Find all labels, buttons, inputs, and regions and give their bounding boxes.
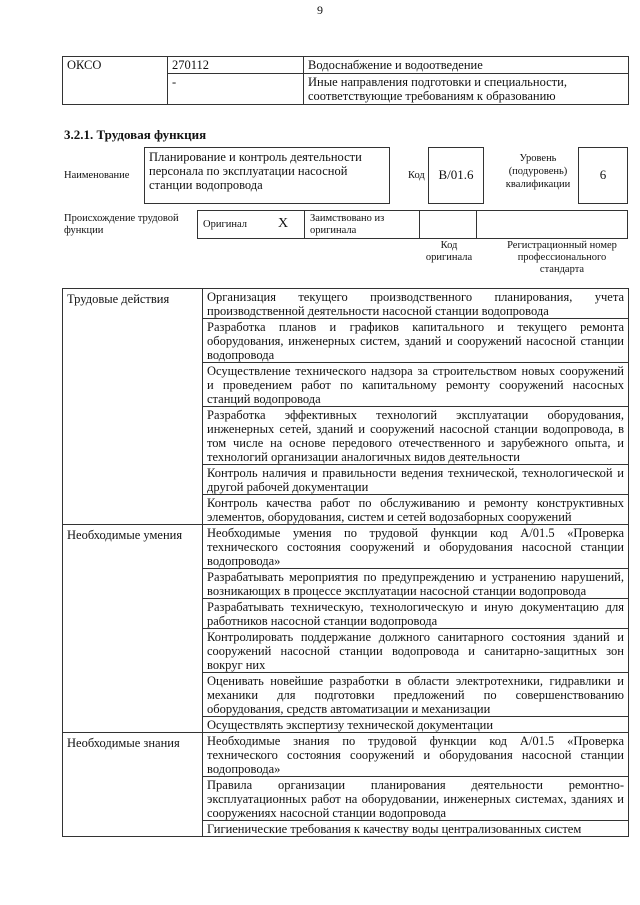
table-cell: Контроль качества работ по обслуживанию и ремонту конструктивных элементов, оборудования, систем и сетей водозаборных сооружений: [203, 495, 629, 525]
table-cell: Необходимые умения по трудовой функции код А/01.5 «Проверка технического состояния сооружений и оборудования насосной станции водопровода»: [203, 525, 629, 569]
table-cell: Оценивать новейшие разработки в области электротехники, гидравлики и механики для подготовки предложений по совершенствованию оборудования, средств автоматизации и механизации: [203, 673, 629, 717]
table-row: [63, 289, 629, 319]
table-cell: Контроль наличия и правильности ведения технической, технологической и другой рабочей документации: [203, 465, 629, 495]
okso-code: 270112: [168, 57, 304, 74]
code-label: Код: [408, 170, 425, 181]
borrowed-cell: [304, 210, 420, 239]
original-mark: X: [278, 216, 289, 231]
reg-number-caption: Регистрационный номер профессионального стандарта: [507, 240, 617, 275]
origin-label: Происхождение трудовой функции: [64, 213, 179, 236]
code-original-caption: Код оригинала: [425, 240, 473, 263]
section-title: 3.2.1. Трудовая функция: [64, 127, 207, 142]
table-cell: Правила организации планирования деятельности ремонтно-эксплуатационных работ на оборудовании, инженерных системах, зданиях и сооружениях насосной станции водопровода: [203, 777, 629, 821]
table-cell: Разрабатывать техническую, технологическую и иную документацию для работников насосной станции водопровода: [203, 599, 629, 629]
section-heading: Необходимые умения: [63, 525, 203, 733]
okso-label: ОКСО: [63, 57, 168, 105]
code-original-cell: [419, 210, 477, 239]
table-cell: Осуществление технического надзора за строительством новых сооружений и проведением работ по капитальному ремонту сооружений насосных станций водопровода: [203, 363, 629, 407]
table-cell: Организация текущего производственного планирования, учета производственной деятельности насосной станции водопровода: [203, 289, 629, 319]
level-label: Уровень (подуровень) квалификации: [505, 153, 571, 190]
reg-number-cell: [476, 210, 628, 239]
okso-table: [62, 56, 629, 105]
section-heading: Трудовые действия: [63, 289, 203, 525]
origin-row: [197, 210, 628, 239]
table-cell: Контролировать поддержание должного санитарного состояния зданий и сооружений насосной станции водопровода и санитарно-защитных зон вокруг них: [203, 629, 629, 673]
table-cell: Разрабатывать мероприятия по предупреждению и устранению нарушений, возникающих в процессе эксплуатации насосной станции водопровода: [203, 569, 629, 599]
table-row: [63, 525, 629, 569]
table-row: [63, 733, 629, 777]
okso-text: Иные направления подготовки и специальности, соответствующие требованиям к образованию: [304, 74, 629, 105]
name-label: Наименование: [64, 170, 130, 181]
table-cell: Осуществлять экспертизу технической документации: [203, 717, 629, 733]
page-number: 9: [317, 3, 323, 17]
table-cell: Необходимые знания по трудовой функции код А/01.5 «Проверка технического состояния сооружений и оборудования насосной станции водопровода»: [203, 733, 629, 777]
borrowed-label: Заимствовано из оригинала: [310, 213, 385, 236]
table-cell: Разработка эффективных технологий эксплуатации оборудования, инженерных сетей, зданий и сооружений насосной станции водопровода, в том числе на основе передового отечественного и зарубежного опыта, и технологий организации аналогичных видов деятельности: [203, 407, 629, 465]
function-code: В/01.6: [428, 147, 484, 204]
function-table: [62, 288, 629, 837]
function-name: Планирование и контроль деятельности персонала по эксплуатации насосной станции водопровода: [144, 147, 390, 204]
okso-text: Водоснабжение и водоотведение: [304, 57, 629, 74]
section-heading: Необходимые знания: [63, 733, 203, 837]
table-cell: Гигиенические требования к качеству воды централизованных систем: [203, 821, 629, 837]
original-label: Оригинал: [203, 219, 247, 230]
original-cell: [197, 210, 305, 239]
okso-row: [63, 57, 629, 74]
qualification-level: 6: [578, 147, 628, 204]
okso-code: -: [168, 74, 304, 105]
table-cell: Разработка планов и графиков капитального и текущего ремонта оборудования, инженерных систем, зданий и сооружений насосной станции водопровода: [203, 319, 629, 363]
